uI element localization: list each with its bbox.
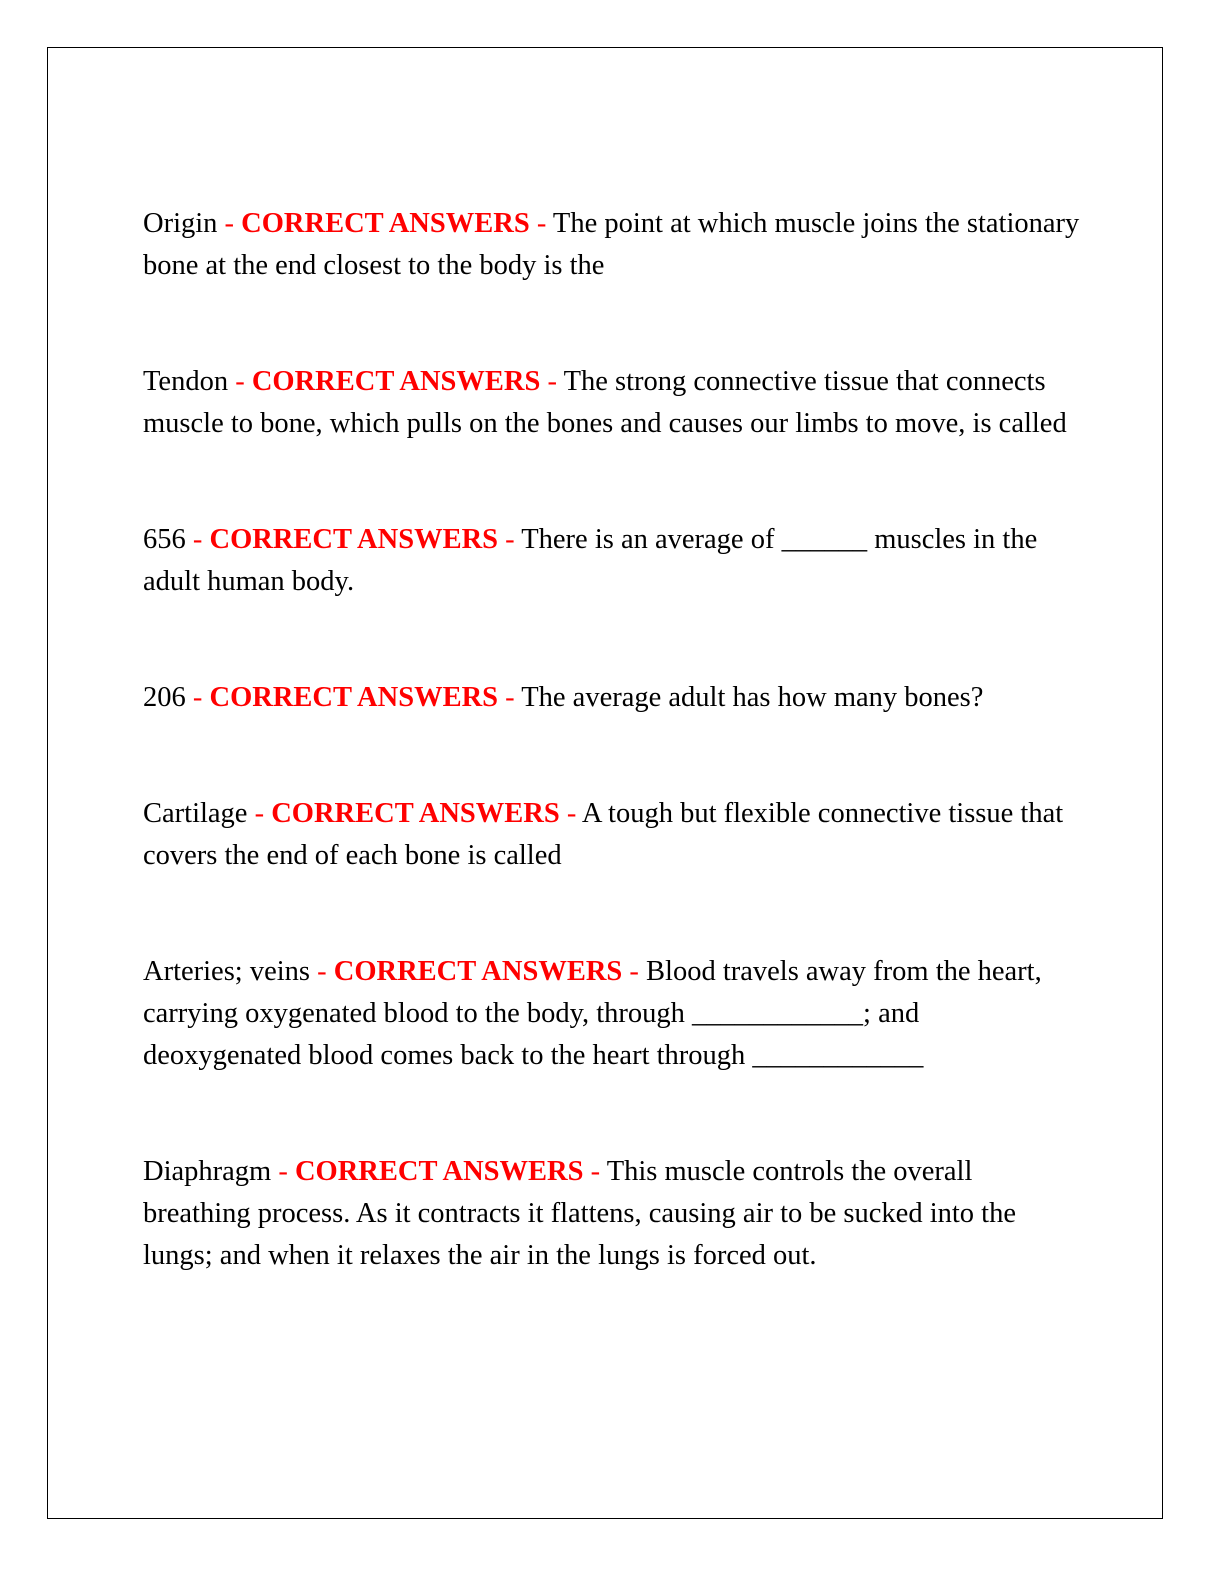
qa-entry	[143, 1151, 1083, 1277]
qa-entry	[143, 203, 1083, 287]
entry-answer: 656	[143, 524, 186, 555]
entry-separator: -	[228, 366, 252, 397]
entry-question: There is an average of ______ muscles in the adult human body.	[143, 524, 1038, 597]
entry-separator: -	[185, 682, 210, 713]
qa-entry	[143, 793, 1083, 877]
entry-question: The average adult has how many bones?	[521, 682, 984, 713]
entry-answer: Cartilage	[143, 798, 248, 829]
entry-answer: Arteries; veins	[143, 956, 310, 987]
entry-question: A tough but flexible connective tissue that covers the end of each bone is called	[143, 798, 1064, 871]
entry-separator: -	[498, 682, 522, 713]
entry-separator: -	[217, 208, 242, 239]
entry-separator: -	[529, 208, 553, 239]
qa-list	[143, 203, 1083, 1277]
qa-entry	[143, 677, 1083, 719]
entry-question: Blood travels away from the heart, carrying oxygenated blood to the body, through ____________; and deoxygenated blood comes back to the heart through ____________	[143, 956, 1042, 1071]
entry-separator: -	[498, 524, 522, 555]
correct-answers-label: CORRECT ANSWERS	[209, 524, 499, 555]
qa-entry	[143, 951, 1083, 1077]
document-page	[47, 47, 1163, 1519]
entry-separator: -	[271, 1156, 295, 1187]
entry-separator: -	[185, 524, 210, 555]
entry-answer: Diaphragm	[143, 1156, 272, 1187]
qa-entry	[143, 519, 1083, 603]
entry-separator: -	[540, 366, 564, 397]
entry-separator: -	[247, 798, 272, 829]
correct-answers-label: CORRECT ANSWERS	[271, 798, 560, 829]
entry-separator: -	[622, 956, 647, 987]
entry-question: This muscle controls the overall breathing process. As it contracts it flattens, causing air to be sucked into the lungs; and when it relaxes the air in the lungs is forced out.	[143, 1156, 1016, 1271]
entry-answer: Origin	[143, 208, 218, 239]
entry-separator: -	[310, 956, 334, 987]
correct-answers-label: CORRECT ANSWERS	[333, 956, 623, 987]
entry-answer: 206	[143, 682, 186, 713]
entry-question: The strong connective tissue that connects muscle to bone, which pulls on the bones and causes our limbs to move, is called	[143, 366, 1067, 439]
entry-question: The point at which muscle joins the stationary bone at the end closest to the body is the	[143, 208, 1080, 281]
entry-separator: -	[583, 1156, 607, 1187]
correct-answers-label: CORRECT ANSWERS	[209, 682, 499, 713]
qa-entry	[143, 361, 1083, 445]
entry-separator: -	[559, 798, 582, 829]
correct-answers-label: CORRECT ANSWERS	[241, 208, 530, 239]
correct-answers-label: CORRECT ANSWERS	[294, 1156, 584, 1187]
correct-answers-label: CORRECT ANSWERS	[251, 366, 541, 397]
entry-answer: Tendon	[143, 366, 229, 397]
